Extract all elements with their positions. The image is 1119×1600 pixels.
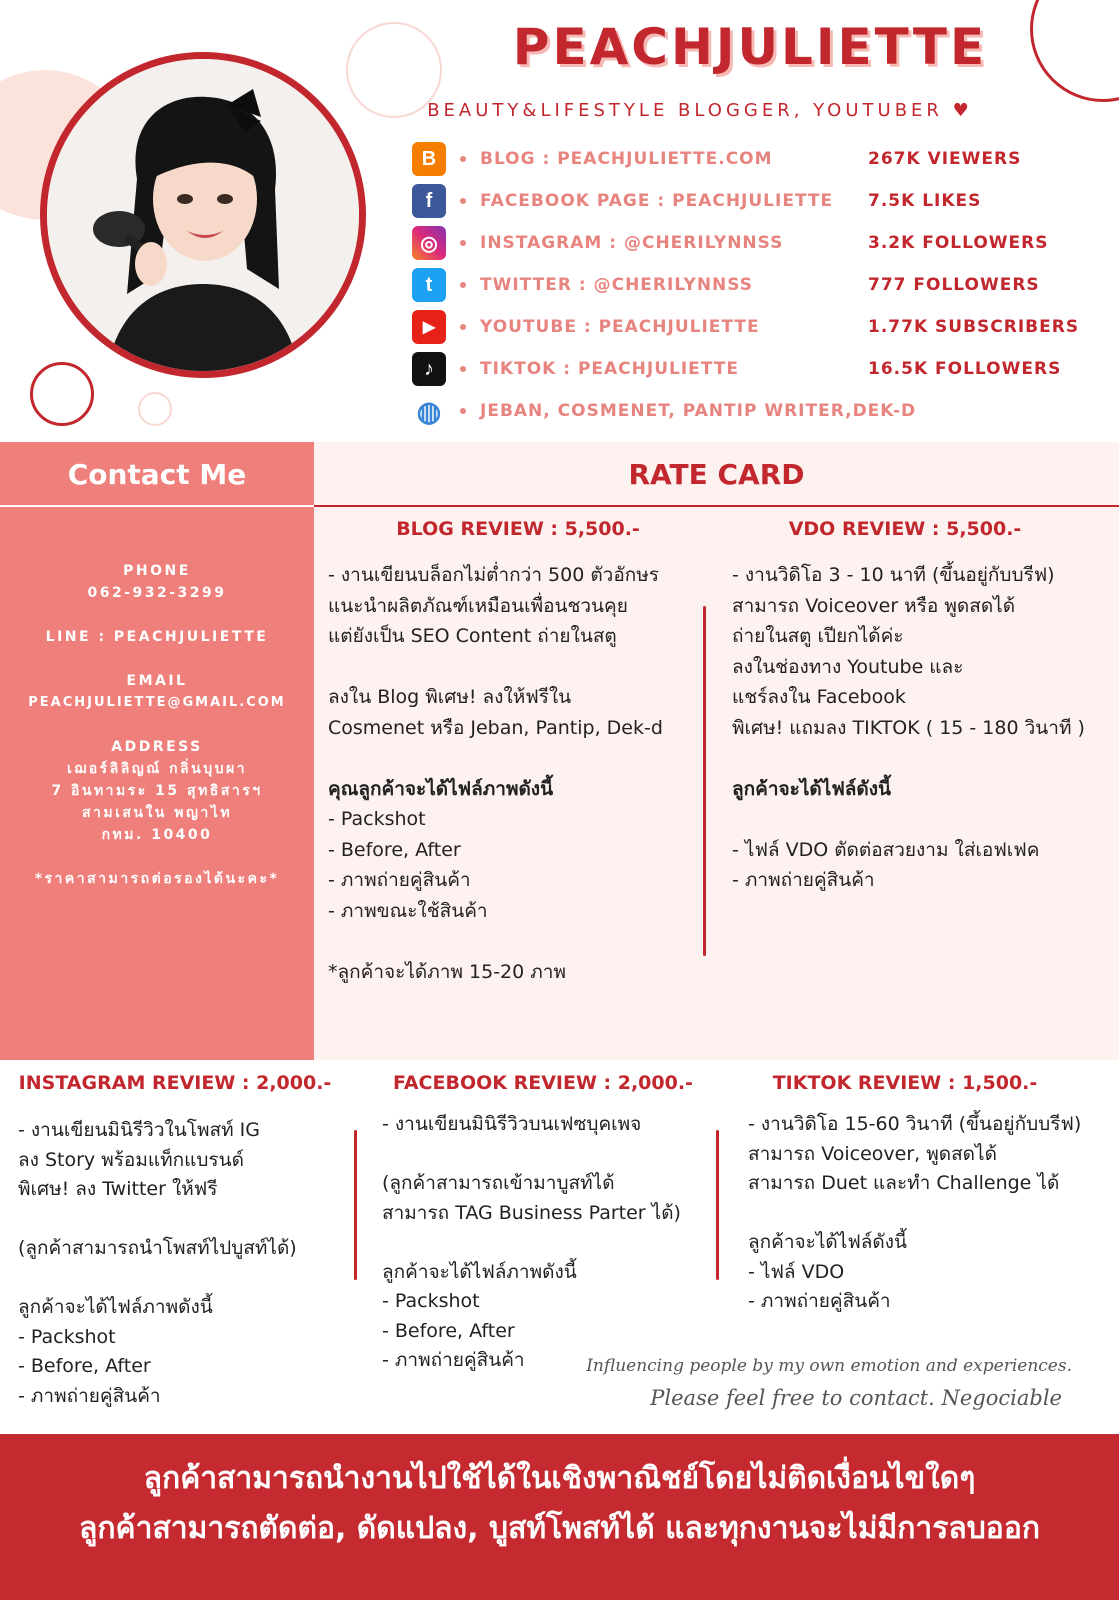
text-line: ลง Story พร้อมแท็กแบรนด์ xyxy=(18,1148,244,1171)
social-label: BLOG : PEACHJULIETTE.COM xyxy=(480,149,773,169)
social-list xyxy=(412,138,1092,432)
contact-title: Contact Me xyxy=(67,457,247,491)
tagline-text: BEAUTY&LIFESTYLE BLOGGER, YOUTUBER xyxy=(427,100,943,121)
text-line: - งานวิดิโอ 15-60 วินาที (ขึ้นอยู่กับบรีฟ) xyxy=(748,1113,1082,1135)
tiktok-review-heading: TIKTOK REVIEW : 1,500.- xyxy=(772,1072,1038,1094)
bullet xyxy=(460,282,466,288)
social-stat: 1.77K SUBSCRIBERS xyxy=(868,317,1080,337)
vdo-review-details xyxy=(732,560,1112,896)
vdo-review-heading: VDO REVIEW : 5,500.- xyxy=(788,518,1022,540)
instagram-review-heading: INSTAGRAM REVIEW : 2,000.- xyxy=(18,1072,332,1094)
text-line: คุณลูกค้าจะได้ไฟล์ภาพดังนี้ xyxy=(328,777,554,800)
text-line: (ลูกค้าสามารถนำโพสท์ไปบูสท์ได้) xyxy=(18,1237,297,1259)
social-item-facebook[interactable] xyxy=(412,180,1092,222)
tiktok-icon: ♪ xyxy=(412,352,446,386)
bullet xyxy=(460,324,466,330)
social-item-twitter[interactable] xyxy=(412,264,1092,306)
column-divider xyxy=(703,606,706,956)
page-title: PEACHJULIETTE xyxy=(512,18,988,76)
address-line: สามเสนใน พญาไท xyxy=(81,805,233,821)
text-line: - งานเขียนบล็อกไม่ต่ำกว่า 500 ตัวอักษร xyxy=(328,564,659,586)
facebook-review-heading: FACEBOOK REVIEW : 2,000.- xyxy=(393,1072,693,1094)
contact-info xyxy=(0,560,314,890)
address-line: เฌอร์ลิลิญณ์ กลิ่นบุบผา xyxy=(66,761,248,777)
social-stat: 7.5K LIKES xyxy=(868,191,982,211)
social-label: YOUTUBE : PEACHJULIETTE xyxy=(480,317,760,337)
text-line: สามารถ TAG Business Parter ได้) xyxy=(382,1201,681,1224)
phone-label: PHONE xyxy=(123,563,191,579)
blog-review-heading: BLOG REVIEW : 5,500.- xyxy=(396,518,640,540)
text-line: สามารถ Voiceover หรือ พูดสดได้ xyxy=(732,594,1016,617)
text-line: - Before, After xyxy=(328,838,461,861)
email-label: EMAIL xyxy=(126,673,188,689)
instagram-review-details xyxy=(18,1116,348,1411)
text-line: ลูกค้าจะได้ไฟล์ดังนี้ xyxy=(732,777,892,800)
text-line: - ไฟล์ VDO ตัดต่อสวยงาม ใส่เอฟเฟค xyxy=(732,838,1040,861)
text-line: สามารถ Voiceover, พูดสดได้ xyxy=(748,1142,997,1165)
text-line: ลูกค้าจะได้ไฟล์ดังนี้ xyxy=(748,1231,908,1253)
bullet xyxy=(460,408,466,414)
bullet xyxy=(460,156,466,162)
twitter-icon: t xyxy=(412,268,446,302)
address-line: 7 อินทามระ 15 สุทธิสารฯ xyxy=(51,783,263,799)
quote-line: Please feel free to contact. Negociable xyxy=(650,1386,1062,1410)
column-divider xyxy=(354,1130,357,1280)
footer-banner xyxy=(0,1434,1119,1600)
text-line: - ภาพถ่ายคู่สินค้า xyxy=(18,1384,161,1407)
email-address[interactable]: PEACHJULIETTE@GMAIL.COM xyxy=(28,695,286,710)
rate-card-title: RATE CARD xyxy=(628,457,805,491)
divider xyxy=(314,505,1119,507)
text-line: - Packshot xyxy=(328,808,426,830)
text-line: - Packshot xyxy=(18,1325,116,1348)
facebook-icon: f xyxy=(412,184,446,218)
text-line: *ลูกค้าจะได้ภาพ 15-20 ภาพ xyxy=(328,960,566,983)
text-line: - Before, After xyxy=(18,1355,151,1377)
social-label: INSTAGRAM : @CHERILYNNSS xyxy=(480,233,784,253)
text-line: - ภาพขณะใช้สินค้า xyxy=(328,899,488,922)
text-line: Cosmenet หรือ Jeban, Pantip, Dek-d xyxy=(328,716,663,739)
text-line: สามารถ Duet และทำ Challenge ได้ xyxy=(748,1172,1060,1194)
decor-ring xyxy=(30,362,94,426)
divider xyxy=(0,505,314,507)
text-line: ลงใน Blog พิเศษ! ลงให้ฟรีใน xyxy=(328,686,572,708)
text-line: - ภาพถ่ายคู่สินค้า xyxy=(328,869,471,891)
text-line: - Before, After xyxy=(382,1319,515,1342)
text-line: แนะนำผลิตภัณฑ์เหมือนเพื่อนชวนคุย xyxy=(328,594,628,617)
globe-icon: ◍ xyxy=(416,395,442,427)
text-line: - ภาพถ่ายคู่สินค้า xyxy=(732,869,875,891)
text-line: - ภาพถ่ายคู่สินค้า xyxy=(382,1349,525,1371)
youtube-icon: ▶ xyxy=(412,310,446,344)
instagram-icon: ◎ xyxy=(412,226,446,260)
social-label: JEBAN, COSMENET, PANTIP WRITER,DEK-D xyxy=(480,401,917,421)
text-line: พิเศษ! ลง Twitter ให้ฟรี xyxy=(18,1178,218,1200)
address-line: กทม. 10400 xyxy=(101,827,213,843)
footer-line: ลูกค้าสามารถตัดต่อ, ดัดแปลง, บูสท์โพสท์ได้ และทุกงานจะไม่มีการลบออก xyxy=(78,1511,1040,1546)
social-stat: 777 FOLLOWERS xyxy=(868,275,1040,295)
text-line: ลูกค้าจะได้ไฟล์ภาพดังนี้ xyxy=(382,1260,577,1283)
phone-number[interactable]: 062-932-3299 xyxy=(87,585,227,601)
quote-line: Influencing people by my own emotion and experiences. xyxy=(586,1356,1072,1376)
text-line: - งานเขียนมินิรีวิวในโพสท์ IG xyxy=(18,1119,260,1141)
blog-review-details xyxy=(328,560,700,987)
text-line: - ภาพถ่ายคู่สินค้า xyxy=(748,1290,891,1312)
text-line: ถ่ายในสตู เปียกได้ค่ะ xyxy=(732,625,904,647)
social-item-blog[interactable] xyxy=(412,138,1092,180)
facebook-review-details xyxy=(382,1110,712,1376)
tiktok-review-details xyxy=(748,1110,1112,1317)
text-line: - ไฟล์ VDO xyxy=(748,1260,845,1283)
text-line: ลงในช่องทาง Youtube และ xyxy=(732,655,964,678)
profile-illustration xyxy=(47,59,359,371)
bullet xyxy=(460,240,466,246)
text-line: พิเศษ! แถมลง TIKTOK ( 15 - 180 วินาที ) xyxy=(732,716,1085,739)
text-line: - Packshot xyxy=(382,1290,480,1312)
bullet xyxy=(460,366,466,372)
text-line: แชร์ลงใน Facebook xyxy=(732,686,906,708)
column-divider xyxy=(716,1130,719,1280)
social-item-tiktok[interactable] xyxy=(412,348,1092,390)
heart-icon: ♥ xyxy=(952,100,973,121)
blogger-icon: B xyxy=(412,142,446,176)
text-line: (ลูกค้าสามารถเข้ามาบูสท์ได้ xyxy=(382,1172,615,1194)
line-id[interactable]: LINE : PEACHJULIETTE xyxy=(45,629,269,645)
address-label: ADDRESS xyxy=(111,739,203,755)
text-line: - งานวิดิโอ 3 - 10 นาที (ขึ้นอยู่กับบรีฟ) xyxy=(732,564,1055,586)
tagline xyxy=(420,100,980,121)
text-line: ลูกค้าจะได้ไฟล์ภาพดังนี้ xyxy=(18,1296,213,1318)
social-item-youtube[interactable] xyxy=(412,306,1092,348)
profile-photo xyxy=(40,52,366,378)
footer-line: ลูกค้าสามารถนำงานไปใช้ได้ในเชิงพาณิชย์โดยไม่ติดเงื่อนไขใดๆ xyxy=(143,1461,976,1496)
social-item-instagram[interactable] xyxy=(412,222,1092,264)
social-stat: 16.5K FOLLOWERS xyxy=(868,359,1062,379)
decor-ring xyxy=(138,392,172,426)
bullet xyxy=(460,198,466,204)
social-item-websites[interactable] xyxy=(412,390,1092,432)
social-label: TIKTOK : PEACHJULIETTE xyxy=(480,359,739,379)
social-stat: 267K VIEWERS xyxy=(868,149,1022,169)
text-line: - งานเขียนมินิรีวิวบนเฟซบุคเพจ xyxy=(382,1113,642,1135)
social-label: TWITTER : @CHERILYNNSS xyxy=(480,275,753,295)
social-label: FACEBOOK PAGE : PEACHJULIETTE xyxy=(480,191,834,211)
negotiable-note: *ราคาสามารถต่อรองได้นะคะ* xyxy=(34,871,280,887)
social-stat: 3.2K FOLLOWERS xyxy=(868,233,1049,253)
text-line: แต่ยังเป็น SEO Content ถ่ายในสตู xyxy=(328,625,617,647)
